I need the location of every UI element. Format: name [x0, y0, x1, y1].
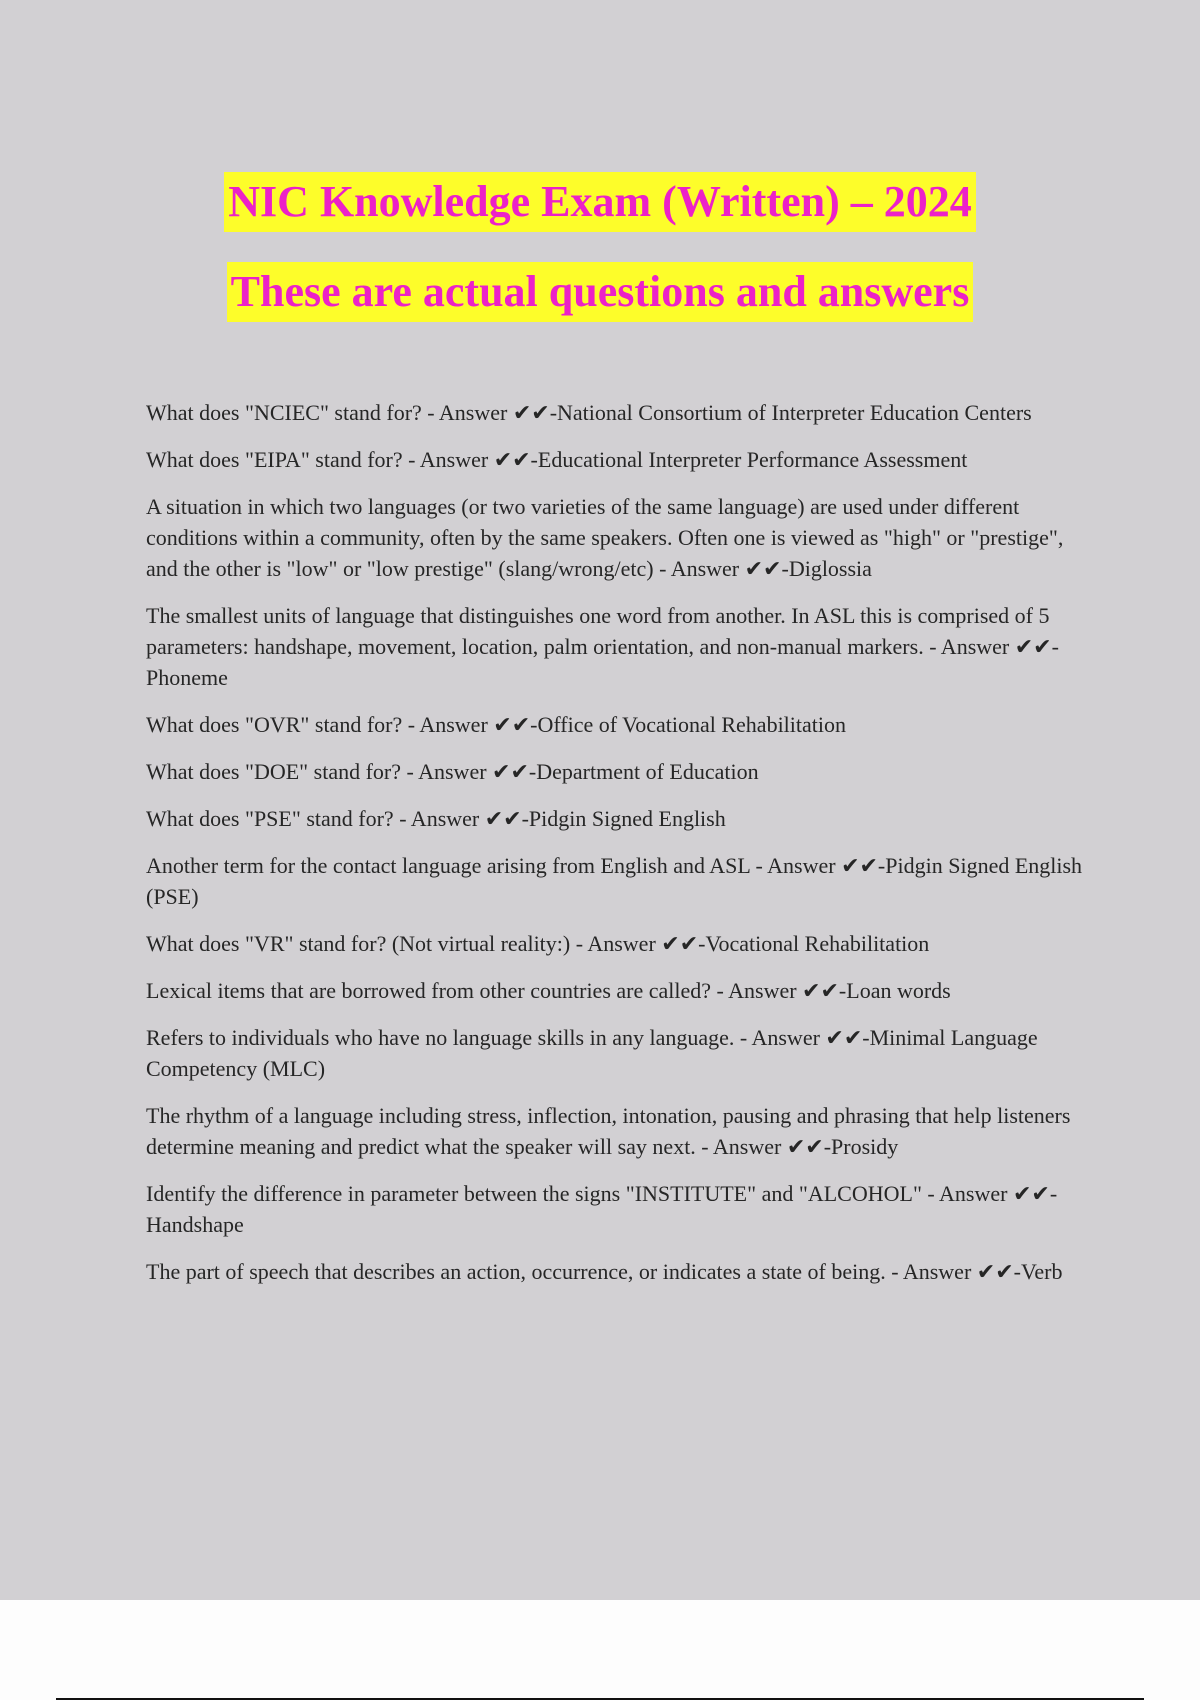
qa-item: What does "VR" stand for? (Not virtual reality:) - Answer ✔✔-Vocational Rehabilitation: [146, 931, 930, 956]
qa-item: What does "DOE" stand for? - Answer ✔✔-Department of Education: [146, 759, 759, 784]
qa-item: What does "OVR" stand for? - Answer ✔✔-Office of Vocational Rehabilitation: [146, 712, 847, 737]
qa-item: Identify the difference in parameter between the signs "INSTITUTE" and "ALCOHOL" - Answer ✔✔-Handshape: [146, 1181, 1058, 1237]
document-title: NIC Knowledge Exam (Written) – 2024: [224, 172, 975, 232]
qa-item: What does "PSE" stand for? - Answer ✔✔-Pidgin Signed English: [146, 806, 726, 831]
page-footer-area: [0, 1600, 1200, 1700]
qa-item: A situation in which two languages (or two varieties of the same language) are used under different conditions within a community, often by the same speakers. Often one is viewed as "high" or "prestige", and the other is "low" or "low prestige" (slang/wrong/etc) - Answer ✔✔-Diglossia: [146, 494, 1064, 581]
qa-item: The part of speech that describes an action, occurrence, or indicates a state of being. - Answer ✔✔-Verb: [146, 1259, 1063, 1284]
title-line-2-wrapper: [0, 262, 1200, 322]
qa-item: What does "NCIEC" stand for? - Answer ✔✔-National Consortium of Interpreter Education Centers: [146, 400, 1032, 425]
qa-item: The rhythm of a language including stress, inflection, intonation, pausing and phrasing that help listeners determine meaning and predict what the speaker will say next. - Answer ✔✔-Prosidy: [146, 1103, 1071, 1159]
qa-item: Another term for the contact language arising from English and ASL - Answer ✔✔-Pidgin Signed English (PSE): [146, 853, 1083, 909]
qa-item: Lexical items that are borrowed from other countries are called? - Answer ✔✔-Loan words: [146, 978, 951, 1003]
question-answer-list: [146, 397, 1086, 1303]
qa-item: What does "EIPA" stand for? - Answer ✔✔-Educational Interpreter Performance Assessment: [146, 447, 968, 472]
qa-item: Refers to individuals who have no language skills in any language. - Answer ✔✔-Minimal Language Competency (MLC): [146, 1025, 1038, 1081]
title-line-1-wrapper: [0, 172, 1200, 232]
document-subtitle: These are actual questions and answers: [227, 262, 974, 322]
qa-item: The smallest units of language that distinguishes one word from another. In ASL this is comprised of 5 parameters: handshape, movement, location, palm orientation, and non-manual markers. - Answer ✔✔-Phoneme: [146, 603, 1059, 690]
